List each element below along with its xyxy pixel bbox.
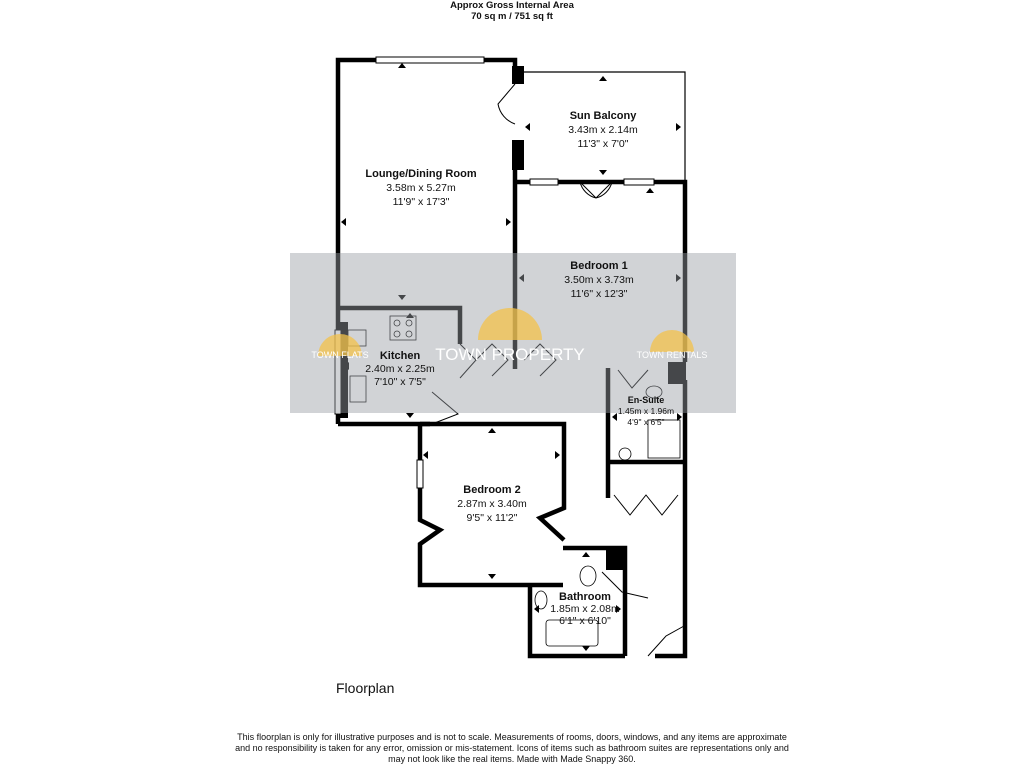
- balcony-double-door: [580, 182, 612, 198]
- room-name: Bathroom: [559, 591, 611, 603]
- room-bedroom2-label: [457, 484, 527, 524]
- room-metric: 3.58m x 5.27m: [386, 182, 456, 194]
- watermark-left: TOWN FLATS: [311, 350, 369, 360]
- room-bathroom-label: [550, 591, 620, 627]
- floorplan-caption: Floorplan: [336, 680, 395, 696]
- room-metric: 3.43m x 2.14m: [568, 124, 638, 136]
- room-imperial: 11'6" x 12'3": [570, 288, 628, 300]
- hall-east-wall: [655, 462, 685, 656]
- entrance-door: [648, 626, 684, 656]
- bathroom-basin-icon: [535, 591, 547, 609]
- room-balcony-label: [568, 110, 638, 150]
- balcony-door: [498, 84, 515, 124]
- room-metric: 3.50m x 3.73m: [564, 274, 634, 286]
- bedroom1-window-left: [530, 179, 558, 185]
- disclaimer-line: may not look like the real items. Made with Made Snappy 360.: [388, 754, 636, 764]
- room-name: En-Suite: [627, 395, 665, 405]
- room-name: Kitchen: [379, 350, 421, 362]
- room-metric: 2.87m x 3.40m: [457, 498, 527, 510]
- disclaimer-line: and no responsibility is taken for any error, omission or mis-statement. Icons of items such as bathroom suites are representations only and: [235, 743, 789, 753]
- area-title: Approx Gross Internal Area: [450, 0, 574, 11]
- room-metric: 1.45m x 1.96m: [617, 406, 675, 416]
- room-bedroom1-label: [564, 260, 634, 300]
- ensuite-toilet-icon: [619, 448, 631, 460]
- disclaimer-line: This floorplan is only for illustrative purposes and is not to scale. Measurements of rooms, doors, windows, and any items are approximate: [237, 732, 787, 742]
- room-name: Lounge/Dining Room: [365, 168, 477, 180]
- room-imperial: 6'1" x 6'10": [559, 615, 611, 627]
- lounge-window: [376, 57, 484, 63]
- disclaimer: [200, 732, 824, 765]
- room-imperial: 11'9" x 17'3": [392, 196, 450, 208]
- cupboard-doors: [614, 495, 678, 515]
- room-lounge-label: [365, 168, 476, 208]
- watermark-right: TOWN RENTALS: [636, 350, 708, 360]
- room-name: Bedroom 1: [570, 260, 628, 272]
- room-metric: 1.85m x 2.08m: [550, 603, 620, 615]
- bedroom1-window-right: [624, 179, 654, 185]
- room-name: Bedroom 2: [463, 484, 521, 496]
- room-imperial: 9'5" x 11'2": [466, 512, 518, 524]
- toilet-icon: [580, 566, 596, 586]
- room-imperial: 4'9" x 6'5": [627, 417, 665, 427]
- room-name: Sun Balcony: [569, 110, 637, 122]
- room-metric: 2.40m x 2.25m: [365, 363, 435, 375]
- area-value: 70 sq m / 751 sq ft: [471, 11, 553, 22]
- watermark-center: TOWN PROPERTY: [435, 345, 585, 364]
- bedroom2-window: [417, 460, 423, 488]
- room-imperial: 11'3" x 7'0": [577, 138, 629, 150]
- room-imperial: 7'10" x 7'5": [374, 376, 426, 388]
